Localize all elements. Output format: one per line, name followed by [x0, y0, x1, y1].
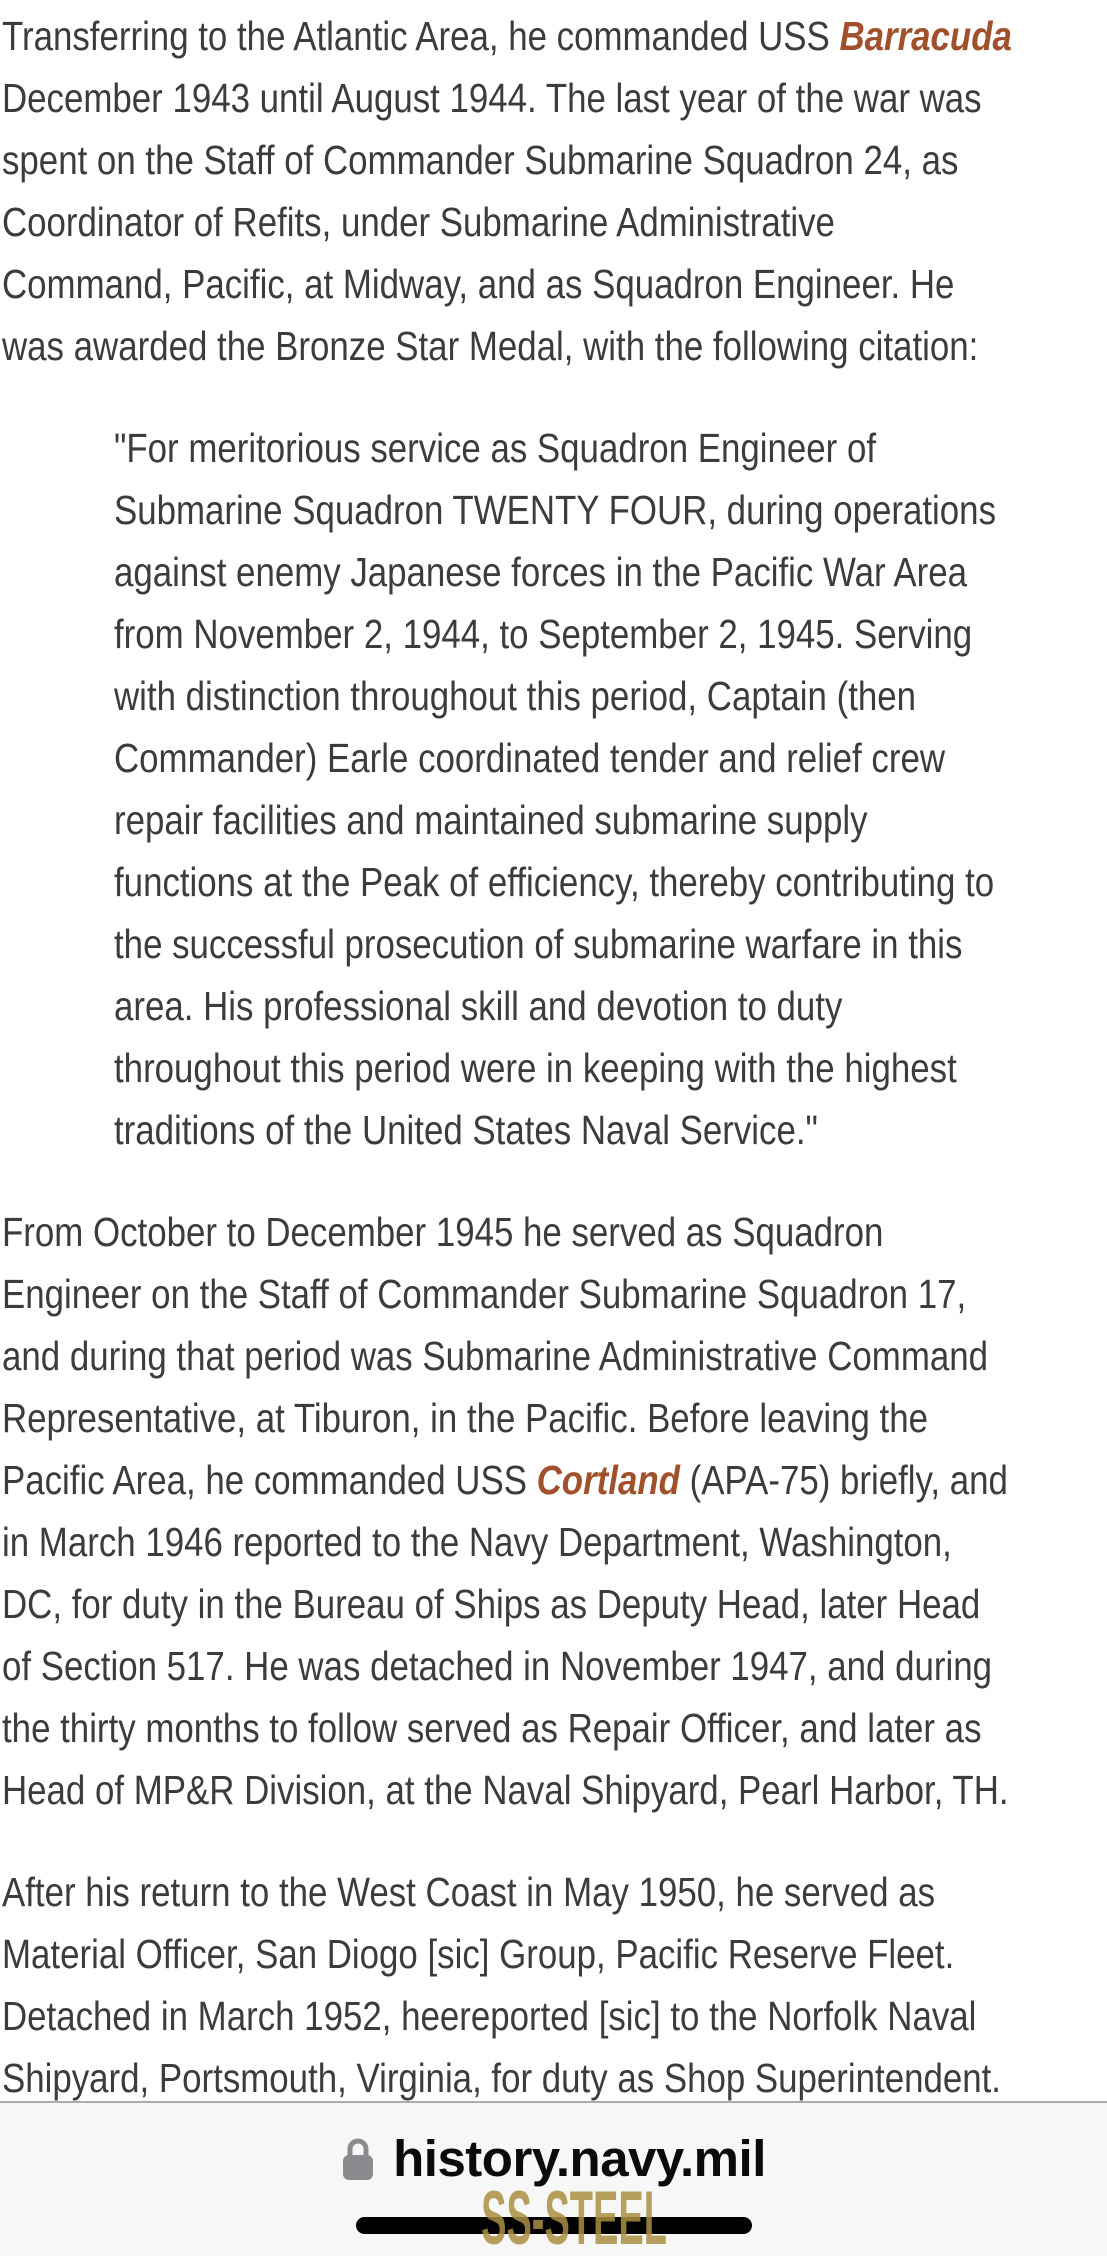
- text-line: [2, 1861, 941, 1923]
- text-line: [114, 975, 958, 1037]
- text-line: [2, 1263, 967, 1325]
- text-segment: DC, for duty in the Bureau of Ships as Deputy Head, later Head: [2, 1581, 981, 1627]
- text-line: [2, 5, 1012, 67]
- text-segment: against enemy Japanese forces in the Pacific War Area: [114, 549, 967, 595]
- text-segment: December 1943 until August 1944. The last year of the war was: [2, 75, 982, 121]
- text-segment: spent on the Staff of Commander Submarine Squadron 24, as: [2, 137, 959, 183]
- text-line: [114, 417, 958, 479]
- ship-name-link[interactable]: Cortland: [536, 1457, 680, 1503]
- text-segment: throughout this period were in keeping with the highest: [114, 1045, 957, 1091]
- text-line: [114, 665, 958, 727]
- text-line: [2, 67, 982, 129]
- text-segment: After his return to the West Coast in May 1950, he served as: [2, 1869, 936, 1915]
- text-segment: repair facilities and maintained submarine supply: [114, 797, 868, 843]
- text-segment: Pacific Area, he commanded USS: [2, 1457, 537, 1503]
- paragraph-west-coast: [2, 1861, 1107, 2101]
- text-line: [2, 1511, 952, 1573]
- text-line: [114, 913, 963, 975]
- text-segment: in March 1946 reported to the Navy Department, Washington,: [2, 1519, 952, 1565]
- text-line: [2, 1201, 941, 1263]
- text-line: [114, 479, 996, 541]
- text-line: [114, 1037, 958, 1099]
- bronze-star-citation: [114, 417, 1107, 1161]
- text-segment: Detached in March 1952, heereported [sic] to the Norfolk Naval: [2, 1993, 977, 2039]
- text-line: [2, 1759, 1009, 1821]
- text-line: [2, 1387, 941, 1449]
- text-line: [2, 1573, 981, 1635]
- url-domain-text: history.navy.mil: [393, 2130, 766, 2187]
- text-segment: Material Officer, San Diogo [sic] Group, Pacific Reserve Fleet.: [2, 1931, 955, 1977]
- text-segment: Shipyard, Portsmouth, Virginia, for duty as Shop Superintendent.: [2, 2055, 1001, 2101]
- text-segment: of Section 517. He was detached in November 1947, and during: [2, 1643, 992, 1689]
- text-segment: "For meritorious service as Squadron Engineer of: [114, 425, 877, 471]
- text-segment: area. His professional skill and devotion to duty: [114, 983, 843, 1029]
- text-line: [114, 603, 973, 665]
- text-segment: Head of MP&R Division, at the Naval Shipyard, Pearl Harbor, TH.: [2, 1767, 1009, 1813]
- text-line: [2, 1635, 992, 1697]
- text-segment: Command, Pacific, at Midway, and as Squadron Engineer. He: [2, 261, 955, 307]
- lock-icon: [341, 2136, 375, 2182]
- paragraph-postwar-service: [2, 1201, 1107, 1821]
- text-segment: from November 2, 1944, to September 2, 1945. Serving: [114, 611, 973, 657]
- text-segment: Coordinator of Refits, under Submarine Administrative: [2, 199, 835, 245]
- text-line: [2, 1985, 977, 2047]
- text-line: [2, 1325, 988, 1387]
- ship-name-link[interactable]: Barracuda: [839, 13, 1012, 59]
- text-segment: was awarded the Bronze Star Medal, with the following citation:: [2, 323, 979, 369]
- text-segment: Engineer on the Staff of Commander Submarine Squadron 17,: [2, 1271, 967, 1317]
- paragraph-atlantic-area: [2, 5, 1107, 377]
- text-line: [114, 851, 995, 913]
- text-line: [114, 727, 958, 789]
- text-line: [2, 191, 941, 253]
- text-segment: Representative, at Tiburon, in the Pacific. Before leaving the: [2, 1395, 928, 1441]
- text-segment: with distinction throughout this period, Captain (then: [114, 673, 917, 719]
- text-line: [2, 253, 955, 315]
- text-line: [2, 1697, 982, 1759]
- text-line: [2, 315, 979, 377]
- text-line: [114, 541, 967, 603]
- text-segment: Transferring to the Atlantic Area, he commanded USS: [2, 13, 840, 59]
- text-line: [2, 129, 959, 191]
- text-segment: the successful prosecution of submarine warfare in this: [114, 921, 963, 967]
- text-segment: functions at the Peak of efficiency, thereby contributing to: [114, 859, 995, 905]
- text-line: [2, 2047, 1001, 2101]
- browser-bottom-bar: [0, 2101, 1107, 2261]
- text-line: [2, 1923, 955, 1985]
- text-segment: Submarine Squadron TWENTY FOUR, during operations: [114, 487, 996, 533]
- text-segment: From October to December 1945 he served as Squadron: [2, 1209, 884, 1255]
- watermark-text: SS-STEEL: [480, 2176, 667, 2261]
- text-segment: the thirty months to follow served as Repair Officer, and later as: [2, 1705, 982, 1751]
- text-line: [114, 789, 958, 851]
- text-line: [2, 1449, 1008, 1511]
- text-segment: (APA-75) briefly, and: [679, 1457, 1008, 1503]
- text-segment: traditions of the United States Naval Service.": [114, 1107, 818, 1153]
- text-segment: and during that period was Submarine Administrative Command: [2, 1333, 988, 1379]
- text-segment: Commander) Earle coordinated tender and relief crew: [114, 735, 946, 781]
- text-line: [114, 1099, 958, 1161]
